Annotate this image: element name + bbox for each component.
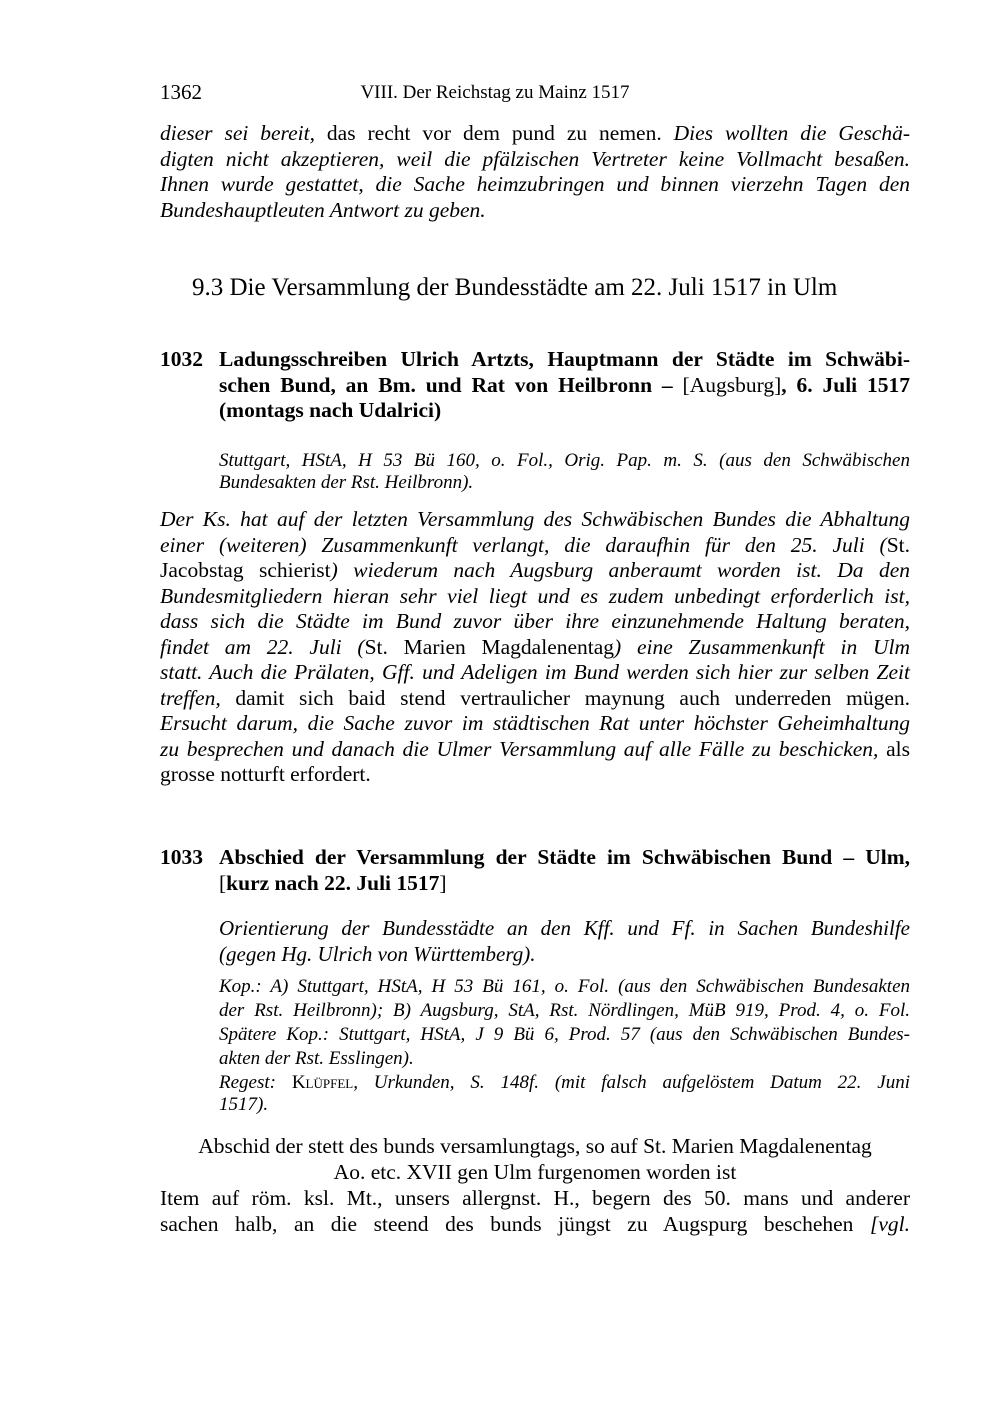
summary-line: dass sich die Städte im Bund zuvor über ihre einzunehmende Haltung beraten, xyxy=(160,609,910,633)
page-number: 1362 xyxy=(160,80,202,104)
source-line: Stuttgart, HStA, H 53 Bü 160, o. Fol., Orig. Pap. m. S. (aus den Schwäbischen xyxy=(219,450,910,471)
text-line xyxy=(160,1212,910,1238)
intro-line: Bundeshauptleuten Antwort zu geben. xyxy=(160,197,486,222)
text-heading-line: Ao. etc. XVII gen Ulm furgenomen worden ist xyxy=(333,1159,737,1184)
running-header xyxy=(160,80,910,108)
summary-text: treffen, xyxy=(160,685,221,710)
subject-line: (gegen Hg. Ulrich von Württemberg). xyxy=(219,942,536,966)
intro-quote: das recht vor dem pund zu nemen. xyxy=(315,121,674,145)
doc-title-line xyxy=(219,398,910,424)
summary-quote: als xyxy=(878,736,911,761)
source-line: Kop.: A) Stuttgart, HStA, H 53 Bü 161, o. Fol. (aus den Schwäbischen Bundesakten xyxy=(219,976,910,997)
source-line: der Rst. Heilbronn); B) Augsburg, StA, Rst. Nördlingen, MüB 919, Prod. 4, o. Fol. xyxy=(219,1000,910,1021)
doc-title-line xyxy=(219,871,910,897)
text-heading-line: Abschid der stett des bunds versamlungtags, so auf St. Marien Magdalenentag xyxy=(198,1134,872,1158)
doc-1033-subject xyxy=(219,915,910,967)
doc-1032-summary xyxy=(160,507,910,788)
text-line: Item auf röm. ksl. Mt., unsers allergnst. H., begern des 50. mans und anderer xyxy=(160,1186,910,1210)
summary-text: findet am 22. Juli ( xyxy=(160,634,365,659)
doc-number: 1033 xyxy=(160,845,203,869)
running-title: VIII. Der Reichstag zu Mainz 1517 xyxy=(360,82,630,103)
doc-title-line xyxy=(219,373,910,399)
summary-line: statt. Auch die Prälaten, Gff. und Adeligen im Bund werden sich hier zur selben Zeit xyxy=(160,660,910,684)
summary-line: Der Ks. hat auf der letzten Versammlung des Schwäbischen Bundes die Abhaltung xyxy=(160,507,910,531)
subject-line: Orientierung der Bundesstädte an den Kff. und Ff. in Sachen Bundeshilfe xyxy=(219,916,910,940)
summary-line xyxy=(160,533,910,559)
doc-title-text: , 6. Juli 1517 xyxy=(781,372,910,397)
summary-line xyxy=(160,737,910,763)
summary-line: Bundesmitgliedern hieran sehr viel liegt und es zudem unbedingt erforderlich ist, xyxy=(160,583,910,608)
regest-line: 1517). xyxy=(219,1094,269,1115)
doc-1032-heading xyxy=(160,347,910,424)
section-heading: 9.3 Die Versammlung der Bundesstädte am 22. Juli 1517 in Ulm xyxy=(192,274,838,301)
summary-text: ) eine Zusammenkunft in Ulm xyxy=(614,634,910,659)
source-line: Spätere Kop.: Stuttgart, HStA, J 9 Bü 6, Prod. 57 (aus den Schwäbischen Bundes- xyxy=(219,1024,910,1045)
doc-1033-text xyxy=(160,1186,910,1237)
summary-line xyxy=(160,635,910,661)
doc-title-text: schen Bund, an Bm. und Rat von Heilbronn – xyxy=(219,372,683,397)
intro-line: digten nicht akzeptieren, weil die pfälzischen Vertreter keine Vollmacht besaßen. xyxy=(160,146,910,171)
regest-label: Regest: xyxy=(219,1072,292,1093)
summary-line xyxy=(160,558,910,584)
summary-quote: St. Marien Magdalenentag xyxy=(364,634,615,659)
intro-text: Dies wollten die Geschä- xyxy=(673,121,911,145)
editorial-note: [vgl. xyxy=(869,1211,910,1236)
doc-1033-text-heading xyxy=(160,1134,910,1185)
doc-title-text: (montags nach Udalrici) xyxy=(219,398,442,422)
doc-title-bracket: [ xyxy=(219,870,227,895)
summary-line: Ersucht darum, die Sache zuvor im städtischen Rat unter höchster Geheimhaltung xyxy=(160,711,910,735)
source-line: Bundesakten der Rst. Heilbronn). xyxy=(219,472,474,493)
doc-1032-source xyxy=(219,450,910,494)
doc-title-place: [Augsburg] xyxy=(682,372,782,397)
summary-text: einer (weiteren) Zusammenkunft verlangt, die daraufhin für den 25. Juli ( xyxy=(160,532,887,557)
summary-quote: damit sich baid stend vertraulicher maynung auch underreden mügen. xyxy=(220,685,910,710)
doc-1033-sources xyxy=(219,975,910,1115)
intro-paragraph xyxy=(160,121,910,223)
doc-title-text: kurz nach 22. Juli 1517 xyxy=(226,870,440,895)
summary-text: ) wiederum nach Augsburg anberaumt worden ist. Da den xyxy=(330,558,910,582)
intro-line xyxy=(160,121,910,147)
source-line: akten der Rst. Esslingen). xyxy=(219,1048,414,1069)
intro-text: dieser sei bereit, xyxy=(160,121,315,145)
doc-1033-heading xyxy=(160,845,910,896)
summary-text: zu besprechen und danach die Ulmer Versammlung auf alle Fälle zu beschicken, xyxy=(160,736,879,761)
summary-line xyxy=(160,686,910,712)
regest-line xyxy=(219,1071,910,1095)
intro-line: Ihnen wurde gestattet, die Sache heimzubringen und binnen vierzehn Tagen den xyxy=(160,172,910,196)
summary-line: grosse notturft erfordert. xyxy=(160,762,371,786)
doc-title-bracket: ] xyxy=(439,870,447,895)
regest-text: , Urkunden, S. 148f. (mit falsch aufgelöstem Datum 22. Juni xyxy=(353,1072,910,1093)
summary-quote: Jacobstag schierist xyxy=(160,558,331,582)
summary-quote: St. xyxy=(886,532,910,557)
doc-title-line: Ladungsschreiben Ulrich Artzts, Hauptmann der Städte im Schwäbi- xyxy=(219,347,910,371)
regest-author: Klüpfel xyxy=(291,1072,354,1093)
doc-number: 1032 xyxy=(160,347,203,371)
text-content: sachen halb, an die steend des bunds jüngst zu Augspurg beschehen xyxy=(160,1211,870,1236)
doc-title-line: Abschied der Versammlung der Städte im Schwäbischen Bund – Ulm, xyxy=(219,845,910,869)
